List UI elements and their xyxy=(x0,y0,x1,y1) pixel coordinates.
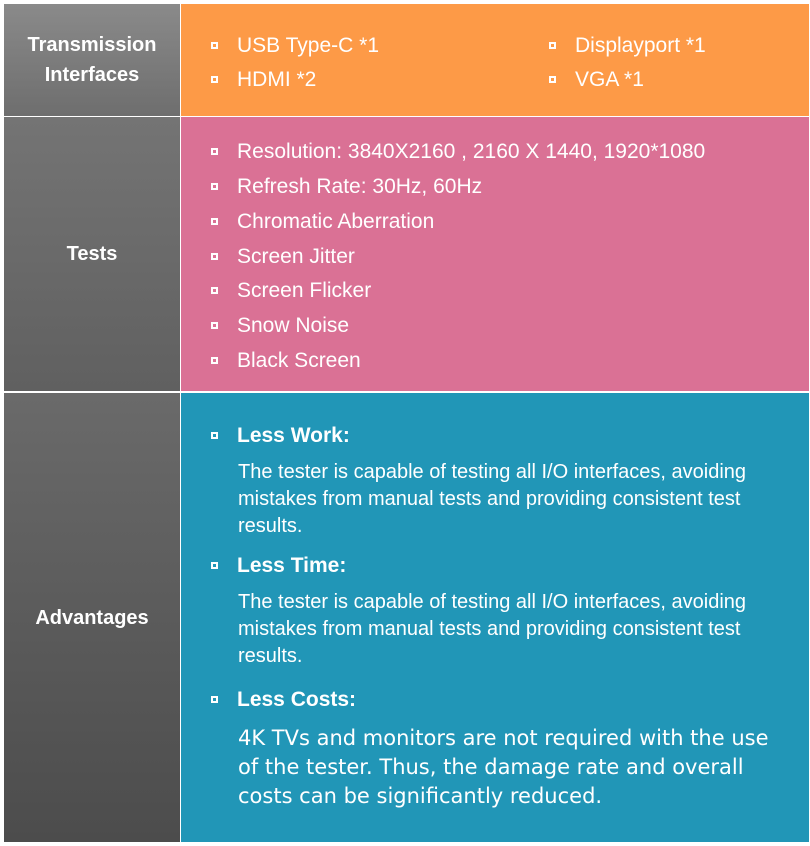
advantages-label-cell xyxy=(4,393,180,842)
test-screen-jitter: Screen Jitter xyxy=(237,245,355,268)
hollow-square-bullet-icon xyxy=(211,253,218,260)
interface-displayport: Displayport *1 xyxy=(575,34,706,57)
tests-label: Tests xyxy=(66,243,118,265)
interface-usb-c: USB Type-C *1 xyxy=(237,34,380,57)
test-screen-flicker: Screen Flicker xyxy=(237,279,372,302)
advantage-text-time: The tester is capable of testing all I/O interfaces, avoiding mistakes from manual tests and providing consistent test results. xyxy=(238,591,747,667)
interfaces-label: Transmission Interfaces xyxy=(27,34,157,86)
advantage-text-work: The tester is capable of testing all I/O interfaces, avoiding mistakes from manual tests and providing consistent test results. xyxy=(238,461,747,537)
advantage-heading-time: Less Time: xyxy=(237,554,347,577)
spec-table xyxy=(4,4,809,842)
advantage-heading-work: Less Work: xyxy=(237,424,350,447)
interfaces-row xyxy=(4,4,809,116)
hollow-square-bullet-icon xyxy=(211,562,218,569)
interfaces-label-cell xyxy=(4,4,180,116)
test-snow-noise: Snow Noise xyxy=(237,314,350,337)
advantages-label: Advantages xyxy=(35,606,149,629)
hollow-square-bullet-icon xyxy=(211,42,218,49)
hollow-square-bullet-icon xyxy=(211,357,218,364)
advantage-text-costs: 4K TVs and monitors are not required with the use of the tester. Thus, the damage rate and overall costs can be significantly reduced. xyxy=(238,726,769,808)
hollow-square-bullet-icon xyxy=(211,183,218,190)
test-black-screen: Black Screen xyxy=(237,349,361,372)
hollow-square-bullet-icon xyxy=(211,218,218,225)
interfaces-content xyxy=(181,4,809,116)
hollow-square-bullet-icon xyxy=(549,42,556,49)
advantages-content xyxy=(181,393,809,842)
advantages-row xyxy=(4,393,809,842)
hollow-square-bullet-icon xyxy=(549,76,556,83)
hollow-square-bullet-icon xyxy=(211,696,218,703)
tests-row xyxy=(4,117,809,391)
tests-content xyxy=(181,117,809,391)
interface-vga: VGA *1 xyxy=(575,68,644,91)
hollow-square-bullet-icon xyxy=(211,76,218,83)
test-resolution: Resolution: 3840X2160 , 2160 X 1440, 1920*1080 xyxy=(237,140,706,163)
advantage-heading-costs: Less Costs: xyxy=(237,688,357,711)
test-refresh-rate: Refresh Rate: 30Hz, 60Hz xyxy=(237,175,483,198)
interface-hdmi: HDMI *2 xyxy=(237,68,317,91)
tests-label-cell xyxy=(4,117,180,391)
test-chromatic-aberration: Chromatic Aberration xyxy=(237,210,435,233)
hollow-square-bullet-icon xyxy=(211,287,218,294)
hollow-square-bullet-icon xyxy=(211,432,218,439)
hollow-square-bullet-icon xyxy=(211,148,218,155)
hollow-square-bullet-icon xyxy=(211,322,218,329)
